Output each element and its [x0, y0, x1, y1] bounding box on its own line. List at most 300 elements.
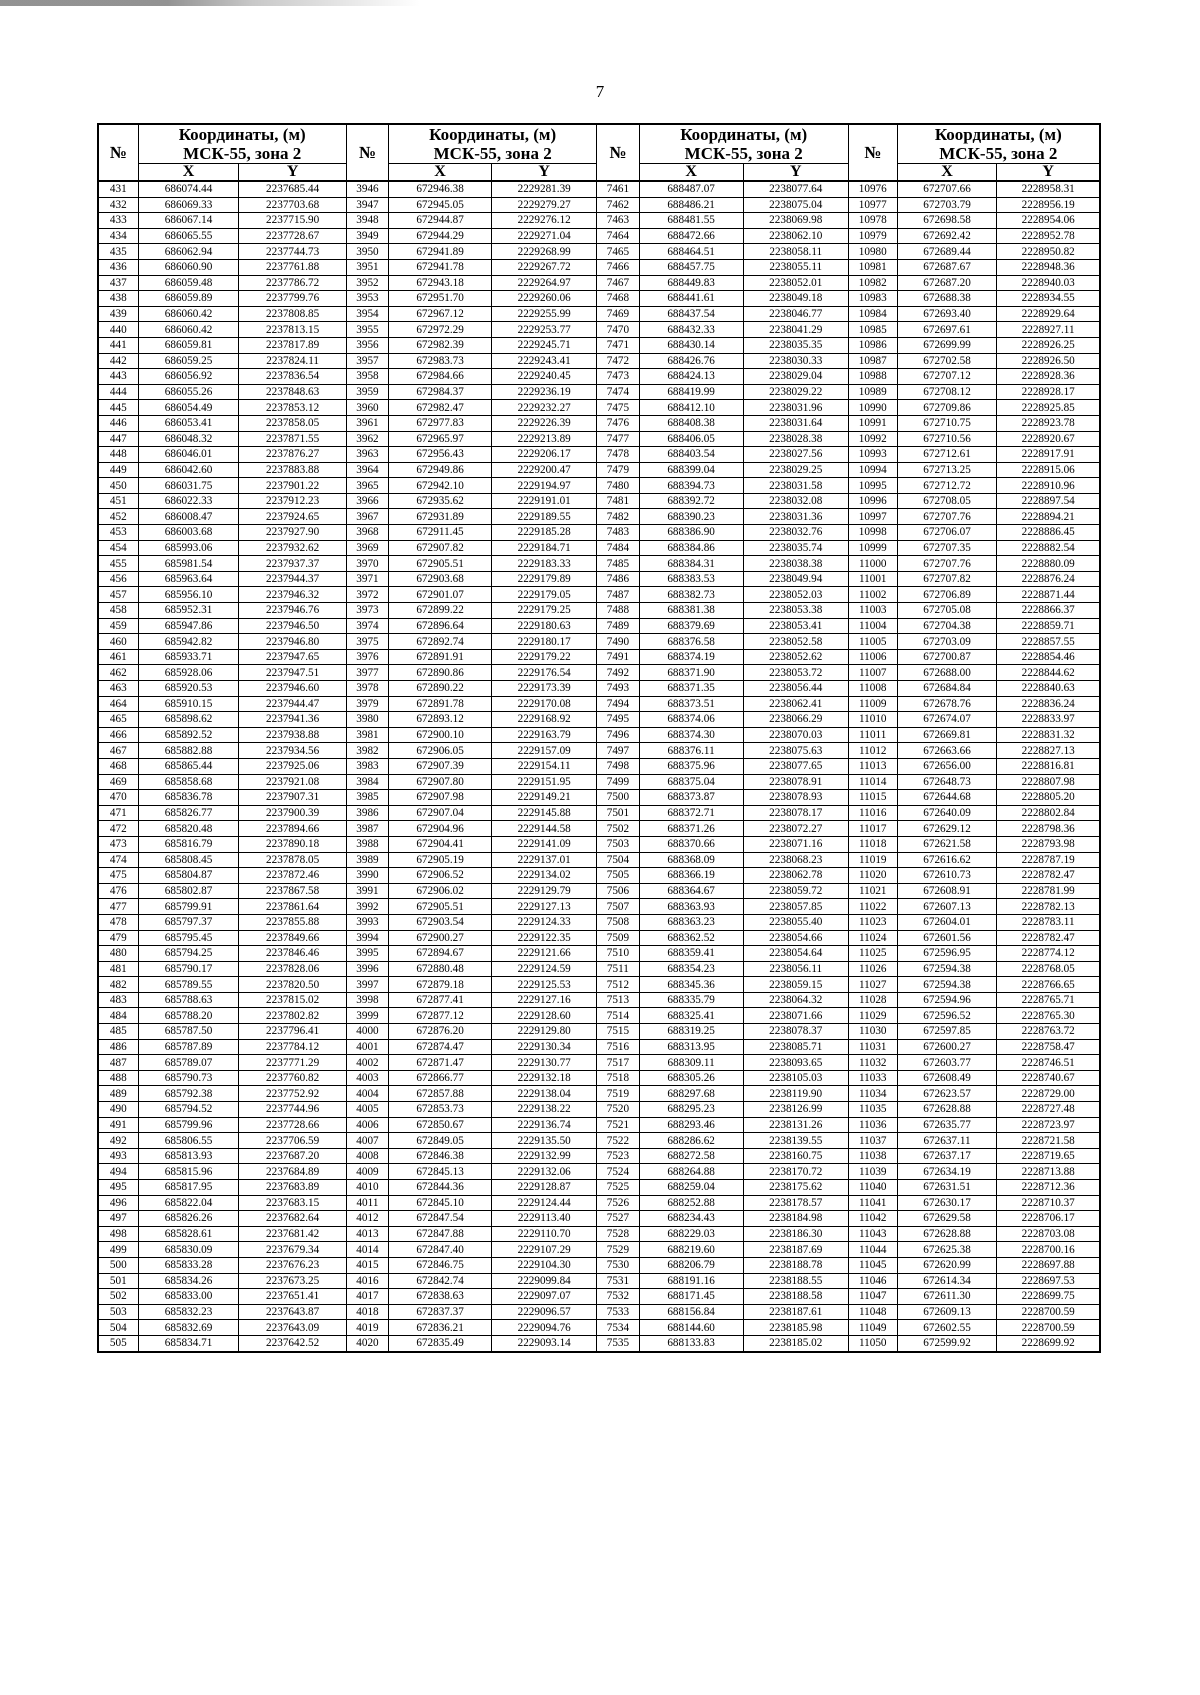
- point-number: 472: [98, 821, 138, 837]
- x-coordinate: 672704.38: [897, 618, 997, 634]
- x-coordinate: 672899.22: [389, 603, 492, 619]
- point-number: 3947: [346, 197, 388, 213]
- point-number: 10984: [848, 306, 897, 322]
- y-coordinate: 2228783.11: [997, 914, 1100, 930]
- x-coordinate: 672648.73: [897, 774, 997, 790]
- x-coordinate: 672871.47: [389, 1055, 492, 1071]
- table-row: [98, 1086, 1100, 1102]
- y-coordinate: 2237679.34: [239, 1242, 346, 1258]
- table-row: [98, 930, 1100, 946]
- point-number: 3981: [346, 727, 388, 743]
- table-row: [98, 431, 1100, 447]
- point-number: 441: [98, 337, 138, 353]
- y-coordinate: 2228836.24: [997, 696, 1100, 712]
- table-row: [98, 447, 1100, 463]
- y-coordinate: 2228807.98: [997, 774, 1100, 790]
- y-coordinate: 2237944.47: [239, 696, 346, 712]
- y-coordinate: 2238185.98: [743, 1320, 848, 1336]
- y-coordinate: 2238078.37: [743, 1024, 848, 1040]
- y-coordinate: 2238053.72: [743, 665, 848, 681]
- y-coordinate: 2228926.50: [997, 353, 1100, 369]
- point-number: 10981: [848, 259, 897, 275]
- x-coordinate: 672628.88: [897, 1102, 997, 1118]
- x-coordinate: 688379.69: [639, 618, 743, 634]
- point-number: 494: [98, 1164, 138, 1180]
- point-number: 7498: [597, 758, 639, 774]
- x-coordinate: 672945.05: [389, 197, 492, 213]
- y-coordinate: 2228894.21: [997, 509, 1100, 525]
- x-coordinate: 672710.75: [897, 415, 997, 431]
- y-coordinate: 2228697.53: [997, 1273, 1100, 1289]
- y-coordinate: 2228787.19: [997, 852, 1100, 868]
- y-coordinate: 2229168.92: [492, 712, 597, 728]
- x-coordinate: 672707.76: [897, 509, 997, 525]
- point-number: 11035: [848, 1102, 897, 1118]
- point-number: 10987: [848, 353, 897, 369]
- point-number: 473: [98, 836, 138, 852]
- point-number: 11040: [848, 1180, 897, 1196]
- point-number: 3998: [346, 992, 388, 1008]
- y-coordinate: 2238052.58: [743, 634, 848, 650]
- y-coordinate: 2237894.66: [239, 821, 346, 837]
- x-coordinate: 672623.57: [897, 1086, 997, 1102]
- table-row: [98, 306, 1100, 322]
- y-coordinate: 2229104.30: [492, 1257, 597, 1273]
- y-coordinate: 2228699.75: [997, 1289, 1100, 1305]
- x-coordinate: 685981.54: [138, 556, 239, 572]
- point-number: 7528: [597, 1226, 639, 1242]
- y-coordinate: 2238038.38: [743, 556, 848, 572]
- x-coordinate: 672891.91: [389, 649, 492, 665]
- point-number: 7497: [597, 743, 639, 759]
- y-header: Y: [743, 164, 848, 182]
- y-coordinate: 2237946.60: [239, 681, 346, 697]
- x-coordinate: 688382.73: [639, 587, 743, 603]
- table-row: [98, 1180, 1100, 1196]
- y-coordinate: 2229185.28: [492, 525, 597, 541]
- table-row: [98, 181, 1100, 197]
- point-number: 434: [98, 228, 138, 244]
- point-number: 3969: [346, 540, 388, 556]
- x-coordinate: 672709.86: [897, 400, 997, 416]
- y-coordinate: 2228927.11: [997, 322, 1100, 338]
- y-coordinate: 2228950.82: [997, 244, 1100, 260]
- point-number: 470: [98, 790, 138, 806]
- table-row: [98, 259, 1100, 275]
- x-coordinate: 672890.86: [389, 665, 492, 681]
- table-row: [98, 992, 1100, 1008]
- x-coordinate: 688229.03: [639, 1226, 743, 1242]
- point-number: 11023: [848, 914, 897, 930]
- x-coordinate: 686031.75: [138, 478, 239, 494]
- point-number: 11047: [848, 1289, 897, 1305]
- x-coordinate: 672874.47: [389, 1039, 492, 1055]
- y-coordinate: 2238029.04: [743, 369, 848, 385]
- x-coordinate: 672596.95: [897, 946, 997, 962]
- point-number: 3997: [346, 977, 388, 993]
- x-coordinate: 686059.48: [138, 275, 239, 291]
- x-coordinate: 672608.49: [897, 1070, 997, 1086]
- y-coordinate: 2237683.89: [239, 1180, 346, 1196]
- y-coordinate: 2237876.27: [239, 447, 346, 463]
- y-coordinate: 2238069.98: [743, 213, 848, 229]
- x-coordinate: 672931.89: [389, 509, 492, 525]
- point-number: 444: [98, 384, 138, 400]
- table-row: [98, 852, 1100, 868]
- y-coordinate: 2229107.29: [492, 1242, 597, 1258]
- x-coordinate: 686060.42: [138, 306, 239, 322]
- x-coordinate: 672697.61: [897, 322, 997, 338]
- x-coordinate: 685815.96: [138, 1164, 239, 1180]
- x-coordinate: 672629.12: [897, 821, 997, 837]
- y-coordinate: 2228740.67: [997, 1070, 1100, 1086]
- y-coordinate: 2228782.47: [997, 868, 1100, 884]
- table-row: [98, 883, 1100, 899]
- point-number: 467: [98, 743, 138, 759]
- point-number: 11009: [848, 696, 897, 712]
- point-number: 11027: [848, 977, 897, 993]
- y-coordinate: 2237728.67: [239, 228, 346, 244]
- point-number: 4020: [346, 1335, 388, 1351]
- point-number: 3952: [346, 275, 388, 291]
- y-coordinate: 2228840.63: [997, 681, 1100, 697]
- coords-header: Координаты, (м) МСК-55, зона 2: [138, 124, 346, 164]
- point-number: 4016: [346, 1273, 388, 1289]
- x-coordinate: 672594.38: [897, 977, 997, 993]
- x-coordinate: 672699.99: [897, 337, 997, 353]
- point-number: 11049: [848, 1320, 897, 1336]
- point-number: 476: [98, 883, 138, 899]
- y-coordinate: 2238059.15: [743, 977, 848, 993]
- x-coordinate: 672698.58: [897, 213, 997, 229]
- table-row: [98, 244, 1100, 260]
- x-coordinate: 672845.13: [389, 1164, 492, 1180]
- x-coordinate: 688335.79: [639, 992, 743, 1008]
- x-coordinate: 688272.58: [639, 1148, 743, 1164]
- x-coordinate: 686069.33: [138, 197, 239, 213]
- y-coordinate: 2229194.97: [492, 478, 597, 494]
- point-number: 471: [98, 805, 138, 821]
- point-number: 7501: [597, 805, 639, 821]
- y-coordinate: 2237871.55: [239, 431, 346, 447]
- y-coordinate: 2228876.24: [997, 571, 1100, 587]
- point-number: 453: [98, 525, 138, 541]
- x-coordinate: 685993.06: [138, 540, 239, 556]
- point-number: 11010: [848, 712, 897, 728]
- x-coordinate: 672597.85: [897, 1024, 997, 1040]
- point-number: 456: [98, 571, 138, 587]
- point-number: 465: [98, 712, 138, 728]
- point-number: 7534: [597, 1320, 639, 1336]
- table-row: [98, 868, 1100, 884]
- y-coordinate: 2228768.05: [997, 961, 1100, 977]
- table-row: [98, 587, 1100, 603]
- x-coordinate: 672946.38: [389, 181, 492, 197]
- x-coordinate: 672835.49: [389, 1335, 492, 1351]
- x-coordinate: 685832.69: [138, 1320, 239, 1336]
- y-coordinate: 2228886.45: [997, 525, 1100, 541]
- y-coordinate: 2228833.97: [997, 712, 1100, 728]
- y-coordinate: 2229253.77: [492, 322, 597, 338]
- x-coordinate: 672614.34: [897, 1273, 997, 1289]
- point-number: 7488: [597, 603, 639, 619]
- coords-header: Координаты, (м) МСК-55, зона 2: [897, 124, 1100, 164]
- point-number: 475: [98, 868, 138, 884]
- y-coordinate: 2229240.45: [492, 369, 597, 385]
- table-row: [98, 1164, 1100, 1180]
- point-number: 3980: [346, 712, 388, 728]
- x-coordinate: 672703.09: [897, 634, 997, 650]
- table-row: [98, 914, 1100, 930]
- x-coordinate: 685833.28: [138, 1257, 239, 1273]
- x-coordinate: 672710.56: [897, 431, 997, 447]
- y-coordinate: 2238031.58: [743, 478, 848, 494]
- x-coordinate: 688381.38: [639, 603, 743, 619]
- point-number: 478: [98, 914, 138, 930]
- y-coordinate: 2229268.99: [492, 244, 597, 260]
- point-number: 3946: [346, 181, 388, 197]
- y-coordinate: 2237673.25: [239, 1273, 346, 1289]
- y-coordinate: 2238055.40: [743, 914, 848, 930]
- point-number: 7505: [597, 868, 639, 884]
- x-coordinate: 688362.52: [639, 930, 743, 946]
- x-coordinate: 672842.74: [389, 1273, 492, 1289]
- point-number: 4006: [346, 1117, 388, 1133]
- point-number: 7482: [597, 509, 639, 525]
- y-coordinate: 2229093.14: [492, 1335, 597, 1351]
- x-coordinate: 686053.41: [138, 415, 239, 431]
- table-row: [98, 743, 1100, 759]
- x-coordinate: 685804.87: [138, 868, 239, 884]
- point-number: 10989: [848, 384, 897, 400]
- point-number: 4008: [346, 1148, 388, 1164]
- point-number: 7533: [597, 1304, 639, 1320]
- x-coordinate: 672692.42: [897, 228, 997, 244]
- x-coordinate: 688264.88: [639, 1164, 743, 1180]
- point-number: 3954: [346, 306, 388, 322]
- x-coordinate: 685928.06: [138, 665, 239, 681]
- point-number: 3958: [346, 369, 388, 385]
- y-coordinate: 2228758.47: [997, 1039, 1100, 1055]
- y-coordinate: 2237946.80: [239, 634, 346, 650]
- point-number: 11041: [848, 1195, 897, 1211]
- point-number: 3992: [346, 899, 388, 915]
- point-number: 7531: [597, 1273, 639, 1289]
- point-number: 459: [98, 618, 138, 634]
- y-coordinate: 2237924.65: [239, 509, 346, 525]
- y-coordinate: 2238070.03: [743, 727, 848, 743]
- point-number: 3996: [346, 961, 388, 977]
- y-coordinate: 2229276.12: [492, 213, 597, 229]
- x-coordinate: 688384.86: [639, 540, 743, 556]
- y-coordinate: 2229094.76: [492, 1320, 597, 1336]
- y-coordinate: 2229138.04: [492, 1086, 597, 1102]
- point-number: 488: [98, 1070, 138, 1086]
- x-coordinate: 688412.10: [639, 400, 743, 416]
- x-coordinate: 688457.75: [639, 259, 743, 275]
- y-coordinate: 2229134.02: [492, 868, 597, 884]
- point-number: 11033: [848, 1070, 897, 1086]
- point-number: 468: [98, 758, 138, 774]
- y-coordinate: 2238077.64: [743, 181, 848, 197]
- y-coordinate: 2228798.36: [997, 821, 1100, 837]
- point-number: 3951: [346, 259, 388, 275]
- x-coordinate: 672837.37: [389, 1304, 492, 1320]
- y-coordinate: 2228920.67: [997, 431, 1100, 447]
- table-row: [98, 353, 1100, 369]
- table-row: [98, 1008, 1100, 1024]
- point-number: 11043: [848, 1226, 897, 1242]
- point-number: 477: [98, 899, 138, 915]
- y-coordinate: 2228844.62: [997, 665, 1100, 681]
- table-row: [98, 197, 1100, 213]
- x-coordinate: 685858.68: [138, 774, 239, 790]
- x-coordinate: 672847.40: [389, 1242, 492, 1258]
- x-coordinate: 672708.05: [897, 493, 997, 509]
- point-number: 4015: [346, 1257, 388, 1273]
- x-coordinate: 672707.66: [897, 181, 997, 197]
- y-coordinate: 2228871.44: [997, 587, 1100, 603]
- x-coordinate: 688383.53: [639, 571, 743, 587]
- y-coordinate: 2237872.46: [239, 868, 346, 884]
- y-coordinate: 2228763.72: [997, 1024, 1100, 1040]
- y-coordinate: 2228926.25: [997, 337, 1100, 353]
- table-row: [98, 712, 1100, 728]
- x-coordinate: 672941.78: [389, 259, 492, 275]
- y-coordinate: 2237925.06: [239, 758, 346, 774]
- point-number: 469: [98, 774, 138, 790]
- point-number: 479: [98, 930, 138, 946]
- scan-edge-artifact: [0, 0, 420, 6]
- point-number: 464: [98, 696, 138, 712]
- point-number: 501: [98, 1273, 138, 1289]
- num-header: №: [848, 124, 897, 181]
- point-number: 11030: [848, 1024, 897, 1040]
- point-number: 7470: [597, 322, 639, 338]
- x-coordinate: 688366.19: [639, 868, 743, 884]
- y-coordinate: 2229149.21: [492, 790, 597, 806]
- point-number: 7503: [597, 836, 639, 852]
- point-number: 4007: [346, 1133, 388, 1149]
- y-coordinate: 2237744.96: [239, 1102, 346, 1118]
- point-number: 3987: [346, 821, 388, 837]
- x-coordinate: 672944.29: [389, 228, 492, 244]
- x-coordinate: 672904.96: [389, 821, 492, 837]
- point-number: 11006: [848, 649, 897, 665]
- y-coordinate: 2228816.81: [997, 758, 1100, 774]
- x-coordinate: 686055.26: [138, 384, 239, 400]
- table-row: [98, 899, 1100, 915]
- x-coordinate: 688487.07: [639, 181, 743, 197]
- y-coordinate: 2228703.08: [997, 1226, 1100, 1242]
- x-coordinate: 685942.82: [138, 634, 239, 650]
- x-coordinate: 672836.21: [389, 1320, 492, 1336]
- y-coordinate: 2237883.88: [239, 462, 346, 478]
- point-number: 7478: [597, 447, 639, 463]
- x-coordinate: 688363.23: [639, 914, 743, 930]
- x-coordinate: 688295.23: [639, 1102, 743, 1118]
- point-number: 11024: [848, 930, 897, 946]
- x-coordinate: 672594.96: [897, 992, 997, 1008]
- table-row: [98, 540, 1100, 556]
- table-row: [98, 493, 1100, 509]
- x-coordinate: 672972.29: [389, 322, 492, 338]
- x-coordinate: 672983.73: [389, 353, 492, 369]
- point-number: 10999: [848, 540, 897, 556]
- y-coordinate: 2228700.59: [997, 1320, 1100, 1336]
- x-coordinate: 672674.07: [897, 712, 997, 728]
- x-coordinate: 688364.67: [639, 883, 743, 899]
- y-coordinate: 2229184.71: [492, 540, 597, 556]
- y-coordinate: 2237820.50: [239, 977, 346, 993]
- x-coordinate: 688390.23: [639, 509, 743, 525]
- point-number: 3959: [346, 384, 388, 400]
- point-number: 7468: [597, 291, 639, 307]
- table-row: [98, 369, 1100, 385]
- y-coordinate: 2229179.05: [492, 587, 597, 603]
- y-coordinate: 2237771.29: [239, 1055, 346, 1071]
- point-number: 11045: [848, 1257, 897, 1273]
- x-coordinate: 685830.09: [138, 1242, 239, 1258]
- x-coordinate: 688375.96: [639, 758, 743, 774]
- y-coordinate: 2229180.63: [492, 618, 597, 634]
- table-row: [98, 509, 1100, 525]
- point-number: 7484: [597, 540, 639, 556]
- x-coordinate: 685790.17: [138, 961, 239, 977]
- x-coordinate: 672631.51: [897, 1180, 997, 1196]
- y-coordinate: 2238062.78: [743, 868, 848, 884]
- x-coordinate: 688486.21: [639, 197, 743, 213]
- y-coordinate: 2228928.36: [997, 369, 1100, 385]
- y-coordinate: 2237858.05: [239, 415, 346, 431]
- y-coordinate: 2228952.78: [997, 228, 1100, 244]
- y-coordinate: 2237796.41: [239, 1024, 346, 1040]
- x-coordinate: 688374.30: [639, 727, 743, 743]
- point-number: 431: [98, 181, 138, 197]
- x-coordinate: 672949.86: [389, 462, 492, 478]
- y-coordinate: 2229129.80: [492, 1024, 597, 1040]
- point-number: 3995: [346, 946, 388, 962]
- point-number: 474: [98, 852, 138, 868]
- table-row: [98, 1320, 1100, 1336]
- table-row: [98, 758, 1100, 774]
- x-coordinate: 672712.72: [897, 478, 997, 494]
- x-coordinate: 672967.12: [389, 306, 492, 322]
- point-number: 11000: [848, 556, 897, 572]
- y-coordinate: 2229135.50: [492, 1133, 597, 1149]
- x-coordinate: 685910.15: [138, 696, 239, 712]
- point-number: 7511: [597, 961, 639, 977]
- point-number: 3961: [346, 415, 388, 431]
- y-coordinate: 2228774.12: [997, 946, 1100, 962]
- y-coordinate: 2228706.17: [997, 1211, 1100, 1227]
- point-number: 11029: [848, 1008, 897, 1024]
- x-coordinate: 686059.89: [138, 291, 239, 307]
- x-coordinate: 672846.38: [389, 1148, 492, 1164]
- x-coordinate: 686022.33: [138, 493, 239, 509]
- point-number: 11036: [848, 1117, 897, 1133]
- point-number: 3993: [346, 914, 388, 930]
- point-number: 3973: [346, 603, 388, 619]
- x-coordinate: 672906.05: [389, 743, 492, 759]
- x-coordinate: 672901.07: [389, 587, 492, 603]
- point-number: 3986: [346, 805, 388, 821]
- point-number: 10978: [848, 213, 897, 229]
- x-coordinate: 688375.04: [639, 774, 743, 790]
- x-coordinate: 685820.48: [138, 821, 239, 837]
- x-coordinate: 672943.18: [389, 275, 492, 291]
- y-coordinate: 2238131.26: [743, 1117, 848, 1133]
